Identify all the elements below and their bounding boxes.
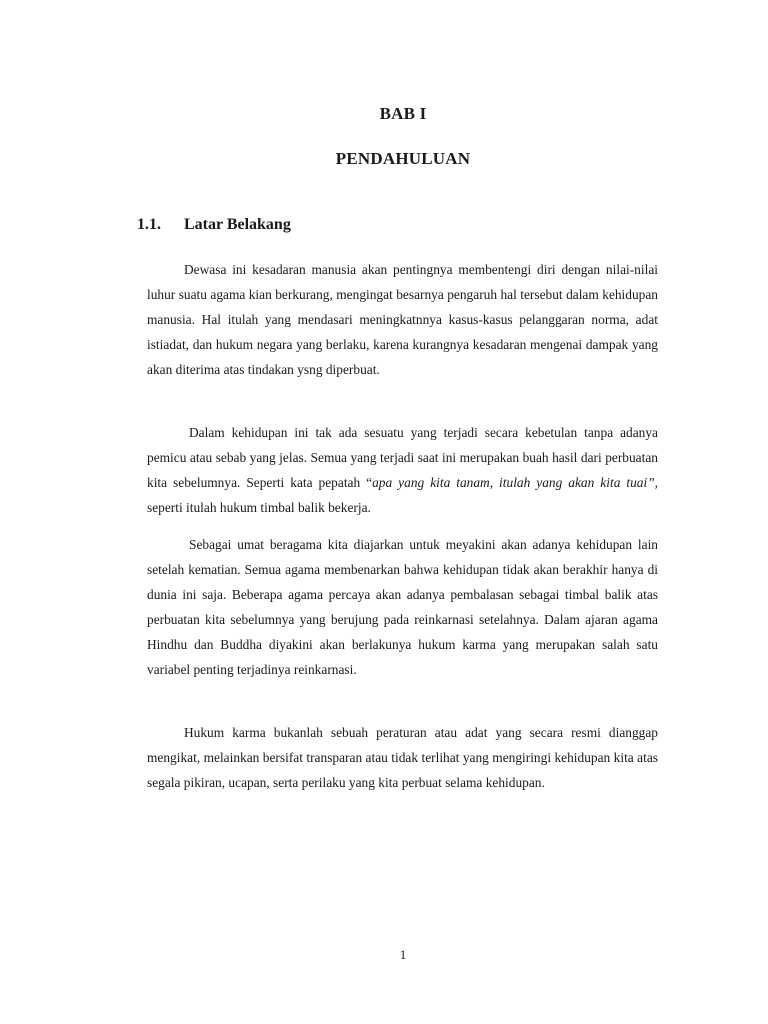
section-heading [137,216,291,234]
page-number: 1 [399,947,407,962]
paragraph-2-text-start: Dalam kehidupan ini tak ada sesuatu yang terjadi secara kebetulan tanpa adanya pemicu atau sebab yang jelas. Semua yang terjadi saat ini merupakan buah hasil dari perbuatan kita sebelumnya. Seperti kata pepatah “ [147,425,658,490]
paragraph-4: Hukum karma bukanlah sebuah peraturan atau adat yang secara resmi dianggap mengikat, melainkan bersifat transparan atau tidak terlihat yang mengiringi kehidupan kita atas segala pikiran, ucapan, serta perilaku yang kita perbuat selama kehidupan. [147,725,658,790]
paragraph-1: Dewasa ini kesadaran manusia akan pentingnya membentengi diri dengan nilai-nilai luhur suatu agama kian berkurang, mengingat besarnya pengaruh hal tersebut dalam kehidupan manusia. Hal itulah yang mendasari meningkatnnya kasus-kasus pelanggaran norma, adat istiadat, dan hukum negara yang berlaku, karena kurangnya kesadaran mengenai dampak yang akan diterima atas tindakan ysng diperbuat. [147,262,658,377]
paragraph-2 [147,420,658,520]
paragraph-2-text-end: seperti itulah hukum timbal balik bekerja. [147,500,371,515]
section-number: 1.1. [137,216,161,233]
paragraph-3: Sebagai umat beragama kita diajarkan untuk meyakini akan adanya kehidupan lain setelah kematian. Semua agama membenarkan bahwa kehidupan tidak akan berakhir hanya di dunia ini saja. Beberapa agama percaya akan adanya pembalasan sebagai timbal balik atas perbuatan kita sebelumnya yang berujung pada reinkarnasi setelahnya. Dalam ajaran agama Hindhu dan Buddha diyakini akan berlakunya hukum karma yang merupakan salah satu variabel penting terjadinya reinkarnasi. [147,537,658,677]
chapter-title: PENDAHULUAN [335,149,471,168]
proverb-quote: apa yang kita tanam, itulah yang akan kita tuai”, [372,475,658,490]
chapter-heading: BAB I [379,104,427,123]
section-title: Latar Belakang [184,216,291,233]
